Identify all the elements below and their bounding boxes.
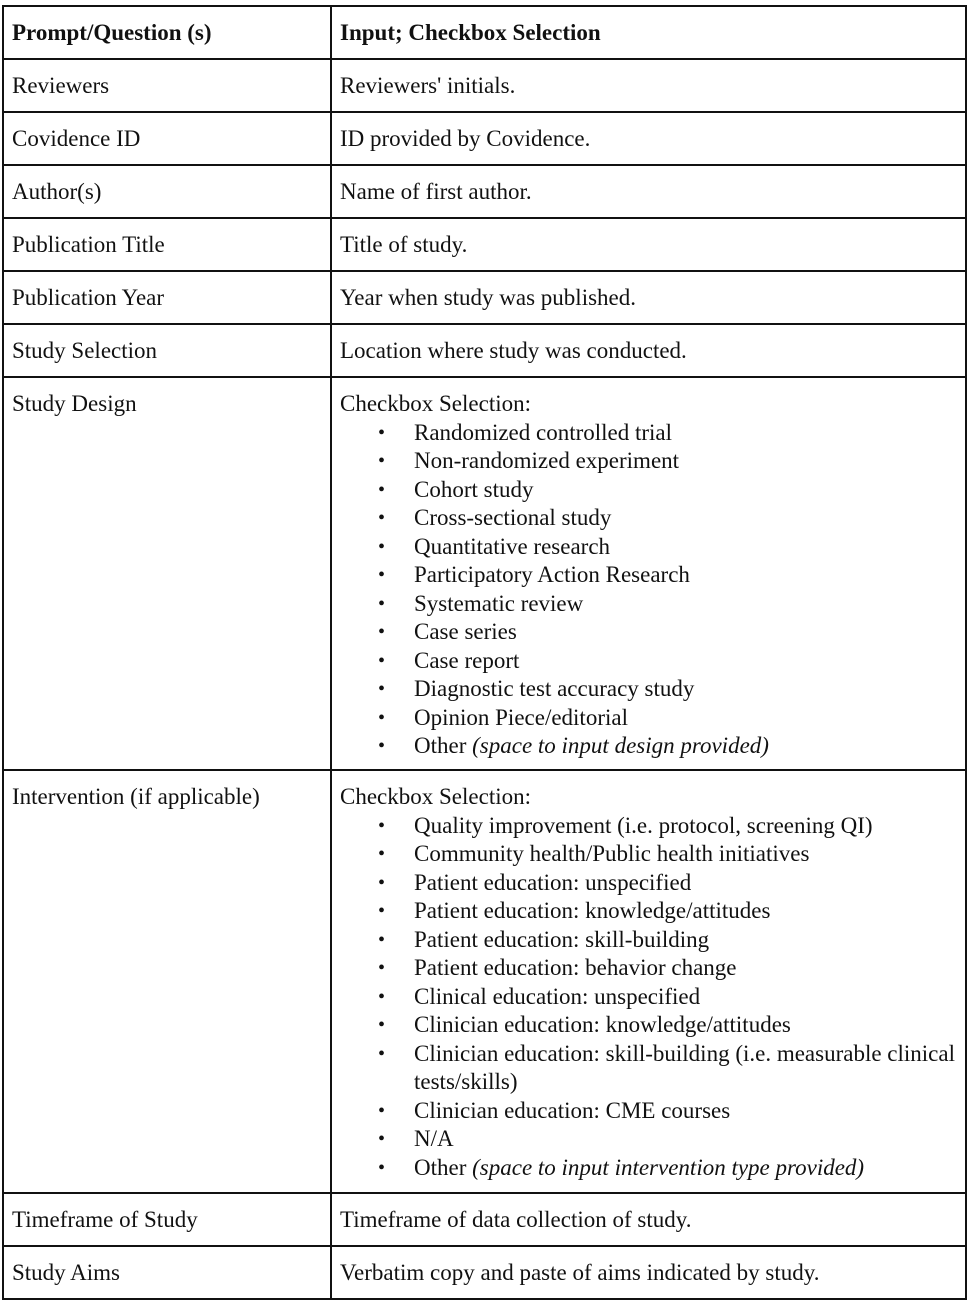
bullet-icon: • — [378, 678, 386, 700]
prompt-text: Study Design — [12, 391, 137, 416]
option-label: Cross-sectional study — [414, 505, 612, 530]
input-cell — [331, 770, 966, 1193]
input-text: Timeframe of data collection of study. — [340, 1207, 692, 1232]
prompt-text: Study Selection — [12, 338, 158, 363]
option-label: Community health/Public health initiatives — [414, 841, 810, 866]
bullet-icon: • — [378, 507, 386, 529]
option-item — [378, 504, 957, 533]
bullet-icon: • — [378, 985, 386, 1008]
bullet-icon: • — [378, 1014, 386, 1036]
study-design-row — [3, 377, 966, 770]
bullet-icon: • — [378, 1042, 386, 1065]
input-text: Reviewers' initials. — [340, 73, 516, 98]
prompt-text: Study Aims — [12, 1260, 121, 1285]
option-label: Clinical education: unspecified — [414, 983, 701, 1009]
table-row — [3, 112, 966, 165]
input-cell — [331, 377, 966, 770]
option-other-note: (space to input design provided) — [472, 733, 769, 758]
table-row — [3, 1193, 966, 1246]
table-row — [3, 1246, 966, 1299]
prompt-text: Publication Year — [12, 285, 165, 310]
table-row — [3, 271, 966, 324]
input-cell — [331, 112, 966, 165]
table-row — [3, 324, 966, 377]
bullet-icon: • — [378, 1099, 386, 1122]
option-label: Quality improvement (i.e. protocol, screening QI) — [414, 812, 873, 838]
option-label: Clinician education: knowledge/attitudes — [414, 1012, 791, 1037]
option-item — [378, 704, 957, 733]
table-row — [3, 59, 966, 112]
header-prompt-label: Prompt/Question (s) — [12, 20, 212, 45]
option-item — [378, 954, 957, 983]
option-item — [378, 1125, 957, 1154]
input-text: Year when study was published. — [340, 285, 637, 310]
option-item-other — [378, 1154, 957, 1183]
option-item — [378, 1040, 957, 1097]
option-item — [378, 618, 957, 647]
option-label: Patient education: unspecified — [414, 869, 692, 895]
option-label: Cohort study — [414, 476, 534, 502]
option-item — [378, 590, 957, 619]
option-label: Patient education: skill-building — [414, 926, 710, 952]
prompt-cell — [3, 59, 331, 112]
input-cell — [331, 324, 966, 377]
prompt-text: Reviewers — [12, 73, 110, 98]
input-text: ID provided by Covidence. — [340, 126, 591, 151]
option-label: Case series — [414, 619, 517, 644]
study-design-option-list — [340, 419, 957, 733]
input-cell — [331, 165, 966, 218]
prompt-cell — [3, 218, 331, 271]
input-text: Verbatim copy and paste of aims indicated by study. — [340, 1260, 820, 1285]
option-label: Non-randomized experiment — [414, 448, 680, 473]
checkbox-selection-intro: Checkbox Selection: — [340, 391, 531, 416]
intervention-option-list — [340, 812, 957, 1154]
option-item — [378, 419, 957, 448]
bullet-icon: • — [378, 1128, 386, 1150]
intervention-row — [3, 770, 966, 1193]
option-item — [378, 533, 957, 562]
option-item — [378, 675, 957, 704]
bullet-icon: • — [378, 450, 386, 472]
bullet-icon: • — [378, 421, 386, 444]
study-design-other-list — [340, 732, 957, 761]
table-row — [3, 165, 966, 218]
option-label: Quantitative research — [414, 533, 611, 559]
input-cell — [331, 271, 966, 324]
prompt-cell — [3, 112, 331, 165]
option-item — [378, 1011, 957, 1040]
option-other-note: (space to input intervention type provided) — [472, 1154, 865, 1180]
option-label: Case report — [414, 647, 520, 673]
prompt-text: Intervention (if applicable) — [12, 784, 260, 809]
bullet-icon: • — [378, 928, 386, 951]
option-label: Randomized controlled trial — [414, 419, 673, 445]
bullet-icon: • — [378, 735, 386, 757]
option-other-label: Other — [414, 733, 467, 758]
intervention-other-list — [340, 1154, 957, 1183]
option-item — [378, 476, 957, 505]
bullet-icon: • — [378, 900, 386, 922]
prompt-cell — [3, 271, 331, 324]
option-item — [378, 812, 957, 841]
prompt-cell — [3, 770, 331, 1193]
bullet-icon: • — [378, 564, 386, 586]
option-other-label: Other — [414, 1154, 467, 1180]
prompt-text: Publication Title — [12, 232, 165, 257]
prompt-text: Author(s) — [12, 179, 102, 204]
bullet-icon: • — [378, 706, 386, 729]
option-label: Clinician education: CME courses — [414, 1097, 731, 1123]
option-label: Systematic review — [414, 590, 584, 616]
option-item — [378, 926, 957, 955]
bullet-icon: • — [378, 871, 386, 894]
option-item-other — [378, 732, 957, 761]
option-label: Patient education: knowledge/attitudes — [414, 898, 771, 923]
header-cell-input — [331, 6, 966, 59]
prompt-cell — [3, 1246, 331, 1299]
option-label: Opinion Piece/editorial — [414, 704, 628, 730]
option-item — [378, 447, 957, 476]
header-cell-prompt — [3, 6, 331, 59]
bullet-icon: • — [378, 649, 386, 672]
table-header-row — [3, 6, 966, 59]
prompt-cell — [3, 377, 331, 770]
bullet-icon: • — [378, 478, 386, 501]
prompt-cell — [3, 1193, 331, 1246]
intervention-options — [332, 771, 965, 1182]
bullet-icon: • — [378, 843, 386, 865]
option-label: Patient education: behavior change — [414, 955, 737, 980]
input-text: Location where study was conducted. — [340, 338, 687, 363]
header-input-label: Input; Checkbox Selection — [340, 20, 601, 45]
input-cell — [331, 59, 966, 112]
bullet-icon: • — [378, 621, 386, 643]
option-item — [378, 647, 957, 676]
input-cell — [331, 1193, 966, 1246]
bullet-icon: • — [378, 592, 386, 615]
option-item — [378, 561, 957, 590]
bullet-icon: • — [378, 957, 386, 979]
option-label: Participatory Action Research — [414, 562, 690, 587]
table-row — [3, 218, 966, 271]
bullet-icon: • — [378, 814, 386, 837]
prompt-cell — [3, 324, 331, 377]
option-item — [378, 983, 957, 1012]
input-cell — [331, 218, 966, 271]
bullet-icon: • — [378, 535, 386, 558]
checkbox-selection-intro: Checkbox Selection: — [340, 784, 531, 809]
study-design-options — [332, 378, 965, 761]
data-extraction-table — [2, 5, 967, 1300]
option-item — [378, 897, 957, 926]
option-label: Diagnostic test accuracy study — [414, 676, 695, 701]
input-cell — [331, 1246, 966, 1299]
prompt-text: Timeframe of Study — [12, 1207, 198, 1232]
input-text: Title of study. — [340, 232, 468, 257]
bullet-icon: • — [378, 1156, 386, 1179]
prompt-text: Covidence ID — [12, 126, 141, 151]
prompt-cell — [3, 165, 331, 218]
option-item — [378, 1097, 957, 1126]
option-item — [378, 869, 957, 898]
option-item — [378, 840, 957, 869]
option-label: N/A — [414, 1126, 454, 1151]
input-text: Name of first author. — [340, 179, 532, 204]
option-label: Clinician education: skill-building (i.e. measurable clinical tests/skills) — [414, 1040, 955, 1094]
